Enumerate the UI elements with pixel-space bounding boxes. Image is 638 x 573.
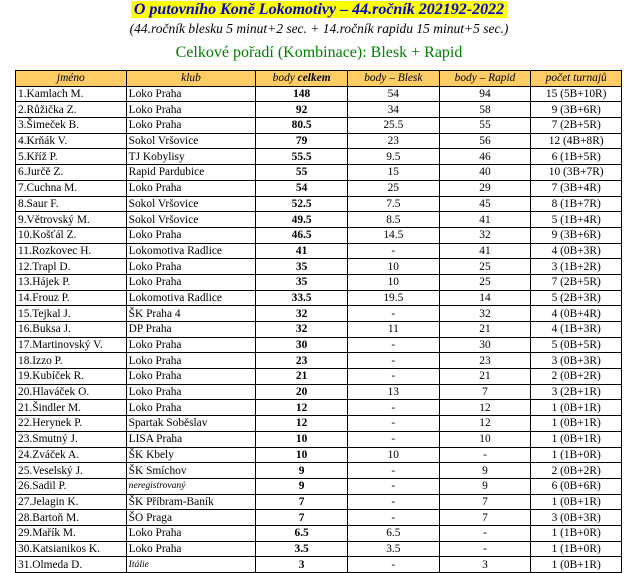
total-points: 21 <box>256 369 348 385</box>
blitz-points: - <box>347 431 439 447</box>
player-name: 18.Izzo P. <box>16 353 127 369</box>
standings-table <box>15 70 622 573</box>
player-name: 6.Jurčě Z. <box>16 165 127 181</box>
club-name: Sokol Vršovice <box>126 196 256 212</box>
tournament-count: 1 (0B+1R) <box>531 431 622 447</box>
blitz-points: 19.5 <box>347 290 439 306</box>
total-points: 32 <box>256 322 348 338</box>
table-row <box>16 510 622 526</box>
club-name: ŠK Příbram-Baník <box>126 494 256 510</box>
player-name: 11.Rozkovec H. <box>16 243 127 259</box>
rapid-points: 7 <box>439 494 531 510</box>
club-name: Loko Praha <box>126 227 256 243</box>
player-name: 4.Krňák V. <box>16 133 127 149</box>
club-name: Loko Praha <box>126 86 256 102</box>
blitz-points: 10 <box>347 259 439 275</box>
blitz-points: 23 <box>347 133 439 149</box>
tournament-count: 1 (0B+1R) <box>531 416 622 432</box>
column-header-rapid: body – Rapid <box>439 71 531 87</box>
player-name: 27.Jelagin K. <box>16 494 127 510</box>
player-name: 2.Růžička Z. <box>16 102 127 118</box>
total-points: 9 <box>256 463 348 479</box>
player-name: 9.Větrovský M. <box>16 212 127 228</box>
tournament-count: 10 (3B+7R) <box>531 165 622 181</box>
total-points: 32 <box>256 306 348 322</box>
rapid-points: 12 <box>439 416 531 432</box>
tournament-count: 2 (0B+2R) <box>531 369 622 385</box>
table-row <box>16 86 622 102</box>
player-name: 30.Katsianikos K. <box>16 541 127 557</box>
rapid-points: 14 <box>439 290 531 306</box>
rapid-points: 9 <box>439 463 531 479</box>
blitz-points: 34 <box>347 102 439 118</box>
blitz-points: 10 <box>347 274 439 290</box>
total-points: 49.5 <box>256 212 348 228</box>
total-points: 52.5 <box>256 196 348 212</box>
table-row <box>16 102 622 118</box>
blitz-points: - <box>347 353 439 369</box>
table-row <box>16 227 622 243</box>
rapid-points: 25 <box>439 274 531 290</box>
blitz-points: 3.5 <box>347 541 439 557</box>
blitz-points: - <box>347 478 439 494</box>
club-name: Loko Praha <box>126 525 256 541</box>
club-name: neregistrovaný <box>126 478 256 494</box>
rapid-points: 7 <box>439 384 531 400</box>
tournament-count: 2 (0B+2R) <box>531 463 622 479</box>
table-row <box>16 274 622 290</box>
column-header-total <box>256 71 348 87</box>
tournament-count: 9 (3B+6R) <box>531 227 622 243</box>
tournament-count: 1 (0B+1R) <box>531 494 622 510</box>
tournament-count: 3 (2B+1R) <box>531 384 622 400</box>
player-name: 31.Olmeda D. <box>16 557 127 573</box>
table-row <box>16 337 622 353</box>
player-name: 28.Bartoň M. <box>16 510 127 526</box>
club-name: Loko Praha <box>126 337 256 353</box>
tournament-count: 1 (0B+1R) <box>531 400 622 416</box>
tournament-count: 4 (0B+3R) <box>531 243 622 259</box>
table-row <box>16 353 622 369</box>
club-name: ŠK Praha 4 <box>126 306 256 322</box>
total-points: 92 <box>256 102 348 118</box>
total-points: 3.5 <box>256 541 348 557</box>
table-row <box>16 259 622 275</box>
page-title <box>0 0 638 20</box>
total-points: 54 <box>256 180 348 196</box>
rapid-points: 32 <box>439 306 531 322</box>
rapid-points: 55 <box>439 118 531 134</box>
rapid-points: 29 <box>439 180 531 196</box>
tournament-count: 8 (1B+7R) <box>531 196 622 212</box>
club-name: Lokomotiva Radlice <box>126 243 256 259</box>
table-body <box>16 86 622 572</box>
rapid-points: 3 <box>439 557 531 573</box>
club-name: Lokomotiva Radlice <box>126 290 256 306</box>
table-row <box>16 416 622 432</box>
club-name: Loko Praha <box>126 400 256 416</box>
table-row <box>16 447 622 463</box>
rapid-points: 12 <box>439 400 531 416</box>
table-row <box>16 541 622 557</box>
blitz-points: 7.5 <box>347 196 439 212</box>
rapid-points: 40 <box>439 165 531 181</box>
table-row <box>16 322 622 338</box>
table-header-row <box>16 71 622 87</box>
tournament-count: 1 (1B+0R) <box>531 541 622 557</box>
table-row <box>16 133 622 149</box>
total-points: 6.5 <box>256 525 348 541</box>
blitz-points: 54 <box>347 86 439 102</box>
total-points: 10 <box>256 431 348 447</box>
blitz-points: - <box>347 463 439 479</box>
tournament-count: 5 (1B+4R) <box>531 212 622 228</box>
club-name: Loko Praha <box>126 541 256 557</box>
total-points: 80.5 <box>256 118 348 134</box>
table-row <box>16 478 622 494</box>
player-name: 8.Saur F. <box>16 196 127 212</box>
table-row <box>16 306 622 322</box>
player-name: 7.Cuchna M. <box>16 180 127 196</box>
total-points: 7 <box>256 494 348 510</box>
club-name: Loko Praha <box>126 353 256 369</box>
table-row <box>16 243 622 259</box>
tournament-count: 7 (3B+4R) <box>531 180 622 196</box>
tournament-count: 15 (5B+10R) <box>531 86 622 102</box>
total-points: 55 <box>256 165 348 181</box>
club-name: Loko Praha <box>126 180 256 196</box>
tournament-count: 7 (2B+5R) <box>531 274 622 290</box>
column-header-club: klub <box>126 71 256 87</box>
table-row <box>16 212 622 228</box>
table-row <box>16 400 622 416</box>
tournament-count: 4 (0B+4R) <box>531 306 622 322</box>
total-points: 30 <box>256 337 348 353</box>
player-name: 16.Buksa J. <box>16 322 127 338</box>
rapid-points: 21 <box>439 322 531 338</box>
total-points: 9 <box>256 478 348 494</box>
table-row <box>16 525 622 541</box>
player-name: 20.Hlaváček O. <box>16 384 127 400</box>
player-name: 14.Frouz P. <box>16 290 127 306</box>
rapid-points: 41 <box>439 243 531 259</box>
player-name: 22.Herynek P. <box>16 416 127 432</box>
blitz-points: 11 <box>347 322 439 338</box>
total-points: 46.5 <box>256 227 348 243</box>
tournament-count: 6 (1B+5R) <box>531 149 622 165</box>
tournament-count: 5 (2B+3R) <box>531 290 622 306</box>
blitz-points: 6.5 <box>347 525 439 541</box>
blitz-points: 14.5 <box>347 227 439 243</box>
club-name: Sokol Vršovice <box>126 212 256 228</box>
tournament-count: 7 (2B+5R) <box>531 118 622 134</box>
rapid-points: 30 <box>439 337 531 353</box>
player-name: 26.Sadil P. <box>16 478 127 494</box>
player-name: 25.Veselský J. <box>16 463 127 479</box>
standings-heading: Celkové pořadí (Kombinace): Blesk + Rapid <box>175 44 463 61</box>
total-points: 7 <box>256 510 348 526</box>
rapid-points: 46 <box>439 149 531 165</box>
club-name: ŠK Smíchov <box>126 463 256 479</box>
player-name: 24.Zváček A. <box>16 447 127 463</box>
rapid-points: 7 <box>439 510 531 526</box>
blitz-points: - <box>347 557 439 573</box>
player-name: 5.Kříž P. <box>16 149 127 165</box>
total-points: 148 <box>256 86 348 102</box>
blitz-points: - <box>347 416 439 432</box>
blitz-points: 13 <box>347 384 439 400</box>
club-name: DP Praha <box>126 322 256 338</box>
blitz-points: 25.5 <box>347 118 439 134</box>
table-row <box>16 384 622 400</box>
blitz-points: - <box>347 369 439 385</box>
player-name: 10.Košťál Z. <box>16 227 127 243</box>
club-name: Loko Praha <box>126 259 256 275</box>
column-header-total-prefix: body <box>272 72 298 85</box>
column-header-blitz: body – Blesk <box>347 71 439 87</box>
table-row <box>16 290 622 306</box>
table-row <box>16 180 622 196</box>
column-header-total-strong: celkem <box>297 72 331 85</box>
tournament-count: 9 (3B+6R) <box>531 102 622 118</box>
total-points: 35 <box>256 274 348 290</box>
tournament-count: 4 (1B+3R) <box>531 322 622 338</box>
total-points: 55.5 <box>256 149 348 165</box>
player-name: 1.Kamlach M. <box>16 86 127 102</box>
total-points: 41 <box>256 243 348 259</box>
rapid-points: 56 <box>439 133 531 149</box>
table-row <box>16 118 622 134</box>
tournament-count: 3 (1B+2R) <box>531 259 622 275</box>
rapid-points: - <box>439 447 531 463</box>
club-name: Itálie <box>126 557 256 573</box>
tournament-count: 5 (0B+5R) <box>531 337 622 353</box>
table-row <box>16 196 622 212</box>
total-points: 20 <box>256 384 348 400</box>
club-name: Loko Praha <box>126 369 256 385</box>
page-subtitle: (44.ročník blesku 5 minut+2 sec. + 14.ročník rapidu 15 minut+5 sec.) <box>129 21 509 36</box>
club-name: Loko Praha <box>126 102 256 118</box>
club-name: Sokol Vršovice <box>126 133 256 149</box>
column-header-name: jméno <box>16 71 127 87</box>
table-row <box>16 494 622 510</box>
rapid-points: 21 <box>439 369 531 385</box>
rapid-points: 10 <box>439 431 531 447</box>
club-name: Spartak Soběslav <box>126 416 256 432</box>
rapid-points: 45 <box>439 196 531 212</box>
column-header-tournaments: počet turnajů <box>531 71 622 87</box>
table-row <box>16 431 622 447</box>
tournament-count: 1 (1B+0R) <box>531 447 622 463</box>
blitz-points: 9.5 <box>347 149 439 165</box>
player-name: 29.Mařík M. <box>16 525 127 541</box>
table-row <box>16 165 622 181</box>
total-points: 12 <box>256 400 348 416</box>
player-name: 3.Šimeček B. <box>16 118 127 134</box>
rapid-points: 41 <box>439 212 531 228</box>
player-name: 23.Smutný J. <box>16 431 127 447</box>
total-points: 10 <box>256 447 348 463</box>
club-name: TJ Kobylisy <box>126 149 256 165</box>
total-points: 79 <box>256 133 348 149</box>
table-row <box>16 557 622 573</box>
player-name: 19.Kubíček R. <box>16 369 127 385</box>
blitz-points: - <box>347 510 439 526</box>
total-points: 12 <box>256 416 348 432</box>
player-name: 21.Šindler M. <box>16 400 127 416</box>
player-name: 13.Hájek P. <box>16 274 127 290</box>
rapid-points: 9 <box>439 478 531 494</box>
club-name: Rapid Pardubice <box>126 165 256 181</box>
blitz-points: 25 <box>347 180 439 196</box>
rapid-points: 94 <box>439 86 531 102</box>
blitz-points: - <box>347 494 439 510</box>
tournament-count: 1 (1B+0R) <box>531 525 622 541</box>
club-name: ŠK Kbely <box>126 447 256 463</box>
table-header <box>16 71 622 87</box>
player-name: 12.Trapl D. <box>16 259 127 275</box>
rapid-points: 32 <box>439 227 531 243</box>
tournament-count: 12 (4B+8R) <box>531 133 622 149</box>
player-name: 15.Tejkal J. <box>16 306 127 322</box>
club-name: ŠO Praga <box>126 510 256 526</box>
total-points: 35 <box>256 259 348 275</box>
blitz-points: 15 <box>347 165 439 181</box>
rapid-points: 23 <box>439 353 531 369</box>
blitz-points: - <box>347 337 439 353</box>
club-name: LISA Praha <box>126 431 256 447</box>
rapid-points: 58 <box>439 102 531 118</box>
table-row <box>16 149 622 165</box>
total-points: 3 <box>256 557 348 573</box>
table-row <box>16 369 622 385</box>
tournament-count: 6 (0B+6R) <box>531 478 622 494</box>
tournament-count: 3 (0B+3R) <box>531 510 622 526</box>
tournament-count: 3 (0B+3R) <box>531 353 622 369</box>
club-name: Loko Praha <box>126 384 256 400</box>
page-title-text: O putovního Koně Lokomotivy – 44.ročník 202192-2022 <box>131 1 507 18</box>
blitz-points: - <box>347 400 439 416</box>
blitz-points: 8.5 <box>347 212 439 228</box>
tournament-count: 1 (0B+1R) <box>531 557 622 573</box>
rapid-points: 25 <box>439 259 531 275</box>
blitz-points: - <box>347 243 439 259</box>
table-row <box>16 463 622 479</box>
total-points: 33.5 <box>256 290 348 306</box>
blitz-points: 10 <box>347 447 439 463</box>
blitz-points: - <box>347 306 439 322</box>
total-points: 23 <box>256 353 348 369</box>
club-name: Loko Praha <box>126 118 256 134</box>
rapid-points: - <box>439 541 531 557</box>
club-name: Loko Praha <box>126 274 256 290</box>
player-name: 17.Martinovský V. <box>16 337 127 353</box>
rapid-points: - <box>439 525 531 541</box>
